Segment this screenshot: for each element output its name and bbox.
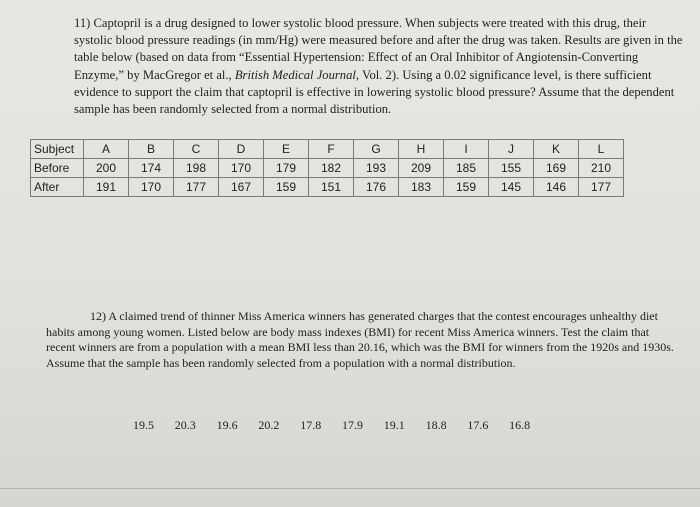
problem-11-number: 11) [74,16,91,30]
before-value-cell: 174 [129,159,174,178]
after-value-cell: 167 [219,178,264,197]
bmi-value: 19.6 [216,418,238,432]
after-value-cell: 191 [84,178,129,197]
problem-11-text [74,15,684,118]
table-row-before [31,159,624,178]
row-header-after: After [31,178,84,197]
page-bottom-rule [0,488,700,489]
subject-cell: C [174,140,219,159]
subject-cell: J [489,140,534,159]
after-value-cell: 177 [579,178,624,197]
after-value-cell: 177 [174,178,219,197]
problem-12-body: A claimed trend of thinner Miss America winners has generated charges that the contest encourages unhealthy diet habits among young women. Listed below are body mass indexes (BMI) for recent Miss America winners. Test the claim that recent winners are from a population with a mean BMI less than 20.16, which was the BMI for winners from the 1920s and 1930s. Assume that the sample has been randomly selected from a population with a normal distribution. [46,309,674,370]
after-value-cell: 159 [444,178,489,197]
before-value-cell: 155 [489,159,534,178]
after-value-cell: 145 [489,178,534,197]
after-value-cell: 176 [354,178,399,197]
before-value-cell: 210 [579,159,624,178]
before-value-cell: 169 [534,159,579,178]
subject-cell: D [219,140,264,159]
before-value-cell: 209 [399,159,444,178]
subject-cell: A [84,140,129,159]
bmi-value: 20.2 [258,418,280,432]
before-value-cell: 198 [174,159,219,178]
row-header-subject: Subject [31,140,84,159]
problem-11-body-b: Vol. 2). Using a 0.02 significance level, is there sufficient evidence to support the claim that captopril is effective in lowering systolic blood pressure? Assume that the dependent sample has been randomly selected from a normal distribution. [74,67,675,117]
bmi-values-list [133,418,551,433]
subject-cell: K [534,140,579,159]
problem-12-number: 12) [90,309,106,323]
bmi-value: 20.3 [174,418,196,432]
before-value-cell: 185 [444,159,489,178]
before-value-cell: 200 [84,159,129,178]
after-value-cell: 159 [264,178,309,197]
subject-cell: G [354,140,399,159]
subject-cell: L [579,140,624,159]
bmi-value: 18.8 [425,418,447,432]
table-row-after [31,178,624,197]
bmi-value: 19.1 [383,418,405,432]
bmi-value: 17.6 [467,418,489,432]
after-value-cell: 151 [309,178,354,197]
after-value-cell: 170 [129,178,174,197]
before-value-cell: 182 [309,159,354,178]
before-value-cell: 193 [354,159,399,178]
bmi-value: 19.5 [133,418,154,432]
bmi-value: 17.8 [300,418,322,432]
row-header-before: Before [31,159,84,178]
before-value-cell: 170 [219,159,264,178]
bmi-value: 16.8 [509,418,531,432]
blood-pressure-table [30,139,624,197]
subject-cell: F [309,140,354,159]
after-value-cell: 183 [399,178,444,197]
journal-title: British Medical Journal, [234,67,360,82]
table-row-subject [31,140,624,159]
bmi-value: 17.9 [341,418,363,432]
problem-12-text [46,309,678,371]
before-value-cell: 179 [264,159,309,178]
problem-11-body-a: Captopril is a drug designed to lower systolic blood pressure. When subjects were treated with this drug, their systolic blood pressure readings (in mm/Hg) were measured before and after the drug was taken. Results are given in the table below (based on data from “Essential Hypertension: Effect of an Oral Inhibitor of Angiotensin-Converting Enzyme,” by MacGregor et al., [74,16,683,82]
subject-cell: H [399,140,444,159]
subject-cell: B [129,140,174,159]
subject-cell: E [264,140,309,159]
subject-cell: I [444,140,489,159]
after-value-cell: 146 [534,178,579,197]
